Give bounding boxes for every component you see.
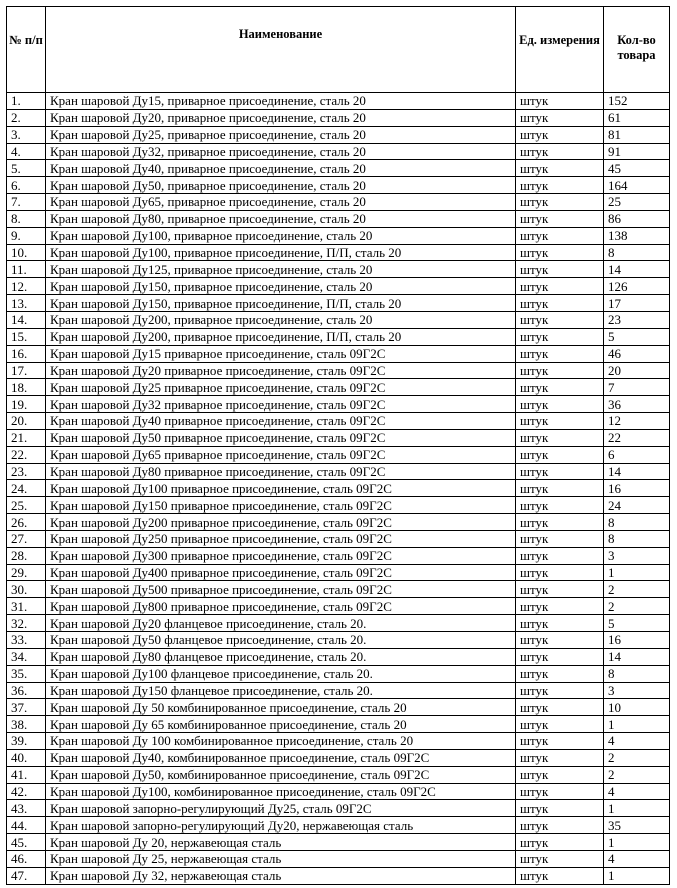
row-qty: 5 <box>604 328 670 345</box>
row-unit: штук <box>516 362 604 379</box>
row-unit: штук <box>516 699 604 716</box>
row-qty: 17 <box>604 295 670 312</box>
table-row <box>7 480 670 497</box>
table-row <box>7 867 670 884</box>
row-num: 45. <box>7 834 46 851</box>
row-name: Кран шаровой Ду80 фланцевое присоединение, сталь 20. <box>46 648 516 665</box>
table-row <box>7 143 670 160</box>
row-qty: 5 <box>604 615 670 632</box>
row-unit: штук <box>516 396 604 413</box>
table-row <box>7 733 670 750</box>
row-qty: 45 <box>604 160 670 177</box>
row-unit: штук <box>516 278 604 295</box>
row-name: Кран шаровой Ду125, приварное присоединение, сталь 20 <box>46 261 516 278</box>
row-num: 1. <box>7 93 46 110</box>
row-name: Кран шаровой Ду800 приварное присоединение, сталь 09Г2С <box>46 598 516 615</box>
row-name: Кран шаровой Ду 100 комбинированное присоединение, сталь 20 <box>46 733 516 750</box>
row-num: 8. <box>7 210 46 227</box>
row-unit: штук <box>516 564 604 581</box>
row-name: Кран шаровой Ду20, приварное присоединение, сталь 20 <box>46 109 516 126</box>
table-row <box>7 598 670 615</box>
row-qty: 8 <box>604 244 670 261</box>
row-qty: 1 <box>604 716 670 733</box>
row-name: Кран шаровой Ду100 фланцевое присоединение, сталь 20. <box>46 665 516 682</box>
row-num: 24. <box>7 480 46 497</box>
table-row <box>7 177 670 194</box>
row-qty: 4 <box>604 850 670 867</box>
row-qty: 10 <box>604 699 670 716</box>
row-qty: 14 <box>604 463 670 480</box>
table-row <box>7 463 670 480</box>
table-row <box>7 564 670 581</box>
header-qty <box>604 7 670 93</box>
table-row <box>7 210 670 227</box>
row-name: Кран шаровой Ду15 приварное присоединение, сталь 09Г2С <box>46 345 516 362</box>
row-qty: 126 <box>604 278 670 295</box>
row-num: 10. <box>7 244 46 261</box>
row-name: Кран шаровой Ду32, приварное присоединение, сталь 20 <box>46 143 516 160</box>
row-unit: штук <box>516 429 604 446</box>
table-row <box>7 850 670 867</box>
table-body <box>7 93 670 885</box>
row-unit: штук <box>516 295 604 312</box>
table-row <box>7 396 670 413</box>
table-row <box>7 295 670 312</box>
row-qty: 14 <box>604 648 670 665</box>
row-name: Кран шаровой Ду100 приварное присоединение, сталь 09Г2С <box>46 480 516 497</box>
row-num: 4. <box>7 143 46 160</box>
row-unit: штук <box>516 210 604 227</box>
row-num: 34. <box>7 648 46 665</box>
row-qty: 4 <box>604 733 670 750</box>
row-qty: 36 <box>604 396 670 413</box>
row-qty: 1 <box>604 800 670 817</box>
row-name: Кран шаровой Ду400 приварное присоединение, сталь 09Г2С <box>46 564 516 581</box>
table-row <box>7 665 670 682</box>
row-name: Кран шаровой Ду65, приварное присоединение, сталь 20 <box>46 194 516 211</box>
table-row <box>7 413 670 430</box>
header-row <box>7 7 670 93</box>
table-row <box>7 227 670 244</box>
row-unit: штук <box>516 480 604 497</box>
table-row <box>7 109 670 126</box>
row-unit: штук <box>516 126 604 143</box>
row-unit: штук <box>516 345 604 362</box>
row-name: Кран шаровой Ду150, приварное присоединение, П/П, сталь 20 <box>46 295 516 312</box>
header-name <box>46 7 516 93</box>
row-name: Кран шаровой Ду80, приварное присоединение, сталь 20 <box>46 210 516 227</box>
row-num: 33. <box>7 632 46 649</box>
row-unit: штук <box>516 547 604 564</box>
row-qty: 2 <box>604 598 670 615</box>
row-unit: штук <box>516 834 604 851</box>
row-unit: штук <box>516 244 604 261</box>
row-num: 15. <box>7 328 46 345</box>
row-qty: 22 <box>604 429 670 446</box>
goods-table <box>6 6 670 885</box>
row-name: Кран шаровой Ду500 приварное присоединение, сталь 09Г2С <box>46 581 516 598</box>
row-name: Кран шаровой Ду100, комбинированное присоединение, сталь 09Г2С <box>46 783 516 800</box>
table-row <box>7 278 670 295</box>
row-unit: штук <box>516 817 604 834</box>
row-unit: штук <box>516 311 604 328</box>
row-qty: 46 <box>604 345 670 362</box>
row-unit: штук <box>516 648 604 665</box>
row-name: Кран шаровой Ду40 приварное присоединение, сталь 09Г2С <box>46 413 516 430</box>
row-qty: 16 <box>604 480 670 497</box>
row-name: Кран шаровой Ду40, приварное присоединение, сталь 20 <box>46 160 516 177</box>
table-row <box>7 160 670 177</box>
row-qty: 164 <box>604 177 670 194</box>
row-qty: 91 <box>604 143 670 160</box>
row-num: 6. <box>7 177 46 194</box>
row-num: 26. <box>7 514 46 531</box>
row-num: 19. <box>7 396 46 413</box>
row-qty: 12 <box>604 413 670 430</box>
row-unit: штук <box>516 632 604 649</box>
row-name: Кран шаровой Ду40, комбинированное присоединение, сталь 09Г2С <box>46 749 516 766</box>
row-name: Кран шаровой Ду50, приварное присоединение, сталь 20 <box>46 177 516 194</box>
row-unit: штук <box>516 581 604 598</box>
row-qty: 1 <box>604 564 670 581</box>
row-qty: 2 <box>604 749 670 766</box>
row-qty: 8 <box>604 665 670 682</box>
row-name: Кран шаровой Ду50 приварное присоединение, сталь 09Г2С <box>46 429 516 446</box>
header-num-label: № п/п <box>9 33 43 47</box>
row-qty: 20 <box>604 362 670 379</box>
row-unit: штук <box>516 227 604 244</box>
table-row <box>7 783 670 800</box>
row-name: Кран шаровой Ду 25, нержавеющая сталь <box>46 850 516 867</box>
table-row <box>7 648 670 665</box>
table-row <box>7 446 670 463</box>
row-unit: штук <box>516 93 604 110</box>
row-name: Кран шаровой Ду25, приварное присоединение, сталь 20 <box>46 126 516 143</box>
row-qty: 14 <box>604 261 670 278</box>
row-qty: 7 <box>604 379 670 396</box>
table-row <box>7 530 670 547</box>
row-name: Кран шаровой Ду 50 комбинированное присоединение, сталь 20 <box>46 699 516 716</box>
row-name: Кран шаровой Ду150 фланцевое присоединение, сталь 20. <box>46 682 516 699</box>
row-num: 38. <box>7 716 46 733</box>
row-num: 20. <box>7 413 46 430</box>
row-unit: штук <box>516 514 604 531</box>
row-num: 31. <box>7 598 46 615</box>
row-unit: штук <box>516 413 604 430</box>
row-num: 17. <box>7 362 46 379</box>
header-name-label: Наименование <box>238 27 323 41</box>
row-num: 7. <box>7 194 46 211</box>
row-name: Кран шаровой Ду200 приварное присоединение, сталь 09Г2С <box>46 514 516 531</box>
table-row <box>7 379 670 396</box>
row-unit: штук <box>516 261 604 278</box>
row-num: 28. <box>7 547 46 564</box>
table-row <box>7 345 670 362</box>
row-unit: штук <box>516 682 604 699</box>
row-num: 46. <box>7 850 46 867</box>
row-unit: штук <box>516 143 604 160</box>
row-num: 40. <box>7 749 46 766</box>
header-unit-label: Ед. измерения <box>519 33 600 47</box>
row-qty: 61 <box>604 109 670 126</box>
row-qty: 86 <box>604 210 670 227</box>
row-qty: 6 <box>604 446 670 463</box>
table-row <box>7 429 670 446</box>
table-row <box>7 328 670 345</box>
table-row <box>7 311 670 328</box>
row-num: 14. <box>7 311 46 328</box>
row-name: Кран шаровой Ду15, приварное присоединение, сталь 20 <box>46 93 516 110</box>
row-num: 39. <box>7 733 46 750</box>
row-qty: 4 <box>604 783 670 800</box>
row-unit: штук <box>516 497 604 514</box>
row-qty: 3 <box>604 682 670 699</box>
row-num: 23. <box>7 463 46 480</box>
row-qty: 35 <box>604 817 670 834</box>
row-qty: 152 <box>604 93 670 110</box>
row-unit: штук <box>516 665 604 682</box>
row-name: Кран шаровой Ду150, приварное присоединение, сталь 20 <box>46 278 516 295</box>
row-num: 12. <box>7 278 46 295</box>
row-unit: штук <box>516 379 604 396</box>
row-unit: штук <box>516 800 604 817</box>
row-qty: 2 <box>604 581 670 598</box>
row-qty: 23 <box>604 311 670 328</box>
row-qty: 8 <box>604 514 670 531</box>
row-unit: штук <box>516 177 604 194</box>
row-qty: 24 <box>604 497 670 514</box>
row-unit: штук <box>516 530 604 547</box>
row-unit: штук <box>516 615 604 632</box>
row-unit: штук <box>516 867 604 884</box>
table-row <box>7 716 670 733</box>
row-name: Кран шаровой Ду20 приварное присоединение, сталь 09Г2С <box>46 362 516 379</box>
row-qty: 3 <box>604 547 670 564</box>
header-unit <box>516 7 604 93</box>
row-name: Кран шаровой Ду32 приварное присоединение, сталь 09Г2С <box>46 396 516 413</box>
table-row <box>7 682 670 699</box>
row-unit: штук <box>516 749 604 766</box>
table-row <box>7 817 670 834</box>
table-row <box>7 514 670 531</box>
row-num: 47. <box>7 867 46 884</box>
row-name: Кран шаровой Ду25 приварное присоединение, сталь 09Г2С <box>46 379 516 396</box>
row-unit: штук <box>516 598 604 615</box>
row-num: 22. <box>7 446 46 463</box>
row-num: 36. <box>7 682 46 699</box>
row-num: 42. <box>7 783 46 800</box>
row-name: Кран шаровой Ду65 приварное присоединение, сталь 09Г2С <box>46 446 516 463</box>
row-num: 3. <box>7 126 46 143</box>
table-row <box>7 362 670 379</box>
row-num: 41. <box>7 766 46 783</box>
row-qty: 25 <box>604 194 670 211</box>
table-header <box>7 7 670 93</box>
row-num: 18. <box>7 379 46 396</box>
row-name: Кран шаровой Ду 32, нержавеющая сталь <box>46 867 516 884</box>
row-name: Кран шаровой запорно-регулирующий Ду20, нержавеющая сталь <box>46 817 516 834</box>
row-num: 16. <box>7 345 46 362</box>
row-num: 11. <box>7 261 46 278</box>
row-name: Кран шаровой Ду150 приварное присоединение, сталь 09Г2С <box>46 497 516 514</box>
row-qty: 1 <box>604 867 670 884</box>
row-name: Кран шаровой Ду20 фланцевое присоединение, сталь 20. <box>46 615 516 632</box>
row-qty: 1 <box>604 834 670 851</box>
row-unit: штук <box>516 194 604 211</box>
row-name: Кран шаровой Ду50, комбинированное присоединение, сталь 09Г2С <box>46 766 516 783</box>
row-num: 2. <box>7 109 46 126</box>
row-num: 13. <box>7 295 46 312</box>
row-num: 44. <box>7 817 46 834</box>
row-name: Кран шаровой Ду 65 комбинированное присоединение, сталь 20 <box>46 716 516 733</box>
row-name: Кран шаровой Ду80 приварное присоединение, сталь 09Г2С <box>46 463 516 480</box>
table-row <box>7 244 670 261</box>
row-unit: штук <box>516 328 604 345</box>
row-name: Кран шаровой Ду 20, нержавеющая сталь <box>46 834 516 851</box>
row-name: Кран шаровой Ду100, приварное присоединение, сталь 20 <box>46 227 516 244</box>
table-row <box>7 261 670 278</box>
row-unit: штук <box>516 160 604 177</box>
row-num: 29. <box>7 564 46 581</box>
table-row <box>7 194 670 211</box>
table-row <box>7 126 670 143</box>
row-qty: 8 <box>604 530 670 547</box>
row-qty: 81 <box>604 126 670 143</box>
row-qty: 138 <box>604 227 670 244</box>
row-name: Кран шаровой Ду300 приварное присоединение, сталь 09Г2С <box>46 547 516 564</box>
header-num <box>7 7 46 93</box>
table-row <box>7 497 670 514</box>
row-name: Кран шаровой Ду200, приварное присоединение, П/П, сталь 20 <box>46 328 516 345</box>
table-row <box>7 699 670 716</box>
row-unit: штук <box>516 733 604 750</box>
row-name: Кран шаровой Ду100, приварное присоединение, П/П, сталь 20 <box>46 244 516 261</box>
table-row <box>7 834 670 851</box>
row-num: 43. <box>7 800 46 817</box>
table-row <box>7 800 670 817</box>
row-name: Кран шаровой Ду50 фланцевое присоединение, сталь 20. <box>46 632 516 649</box>
row-num: 25. <box>7 497 46 514</box>
row-num: 27. <box>7 530 46 547</box>
table-row <box>7 632 670 649</box>
table-row <box>7 581 670 598</box>
table-row <box>7 547 670 564</box>
row-unit: штук <box>516 850 604 867</box>
header-qty-label: Кол-во товара <box>617 33 656 62</box>
row-unit: штук <box>516 716 604 733</box>
row-num: 5. <box>7 160 46 177</box>
row-unit: штук <box>516 463 604 480</box>
row-num: 9. <box>7 227 46 244</box>
row-unit: штук <box>516 783 604 800</box>
row-num: 21. <box>7 429 46 446</box>
row-unit: штук <box>516 766 604 783</box>
row-unit: штук <box>516 446 604 463</box>
table-row <box>7 766 670 783</box>
table-row <box>7 615 670 632</box>
row-qty: 2 <box>604 766 670 783</box>
row-name: Кран шаровой Ду200, приварное присоединение, сталь 20 <box>46 311 516 328</box>
table-row <box>7 749 670 766</box>
row-name: Кран шаровой запорно-регулирующий Ду25, сталь 09Г2С <box>46 800 516 817</box>
row-qty: 16 <box>604 632 670 649</box>
row-num: 37. <box>7 699 46 716</box>
row-num: 35. <box>7 665 46 682</box>
row-name: Кран шаровой Ду250 приварное присоединение, сталь 09Г2С <box>46 530 516 547</box>
row-num: 32. <box>7 615 46 632</box>
row-num: 30. <box>7 581 46 598</box>
row-unit: штук <box>516 109 604 126</box>
table-row <box>7 93 670 110</box>
